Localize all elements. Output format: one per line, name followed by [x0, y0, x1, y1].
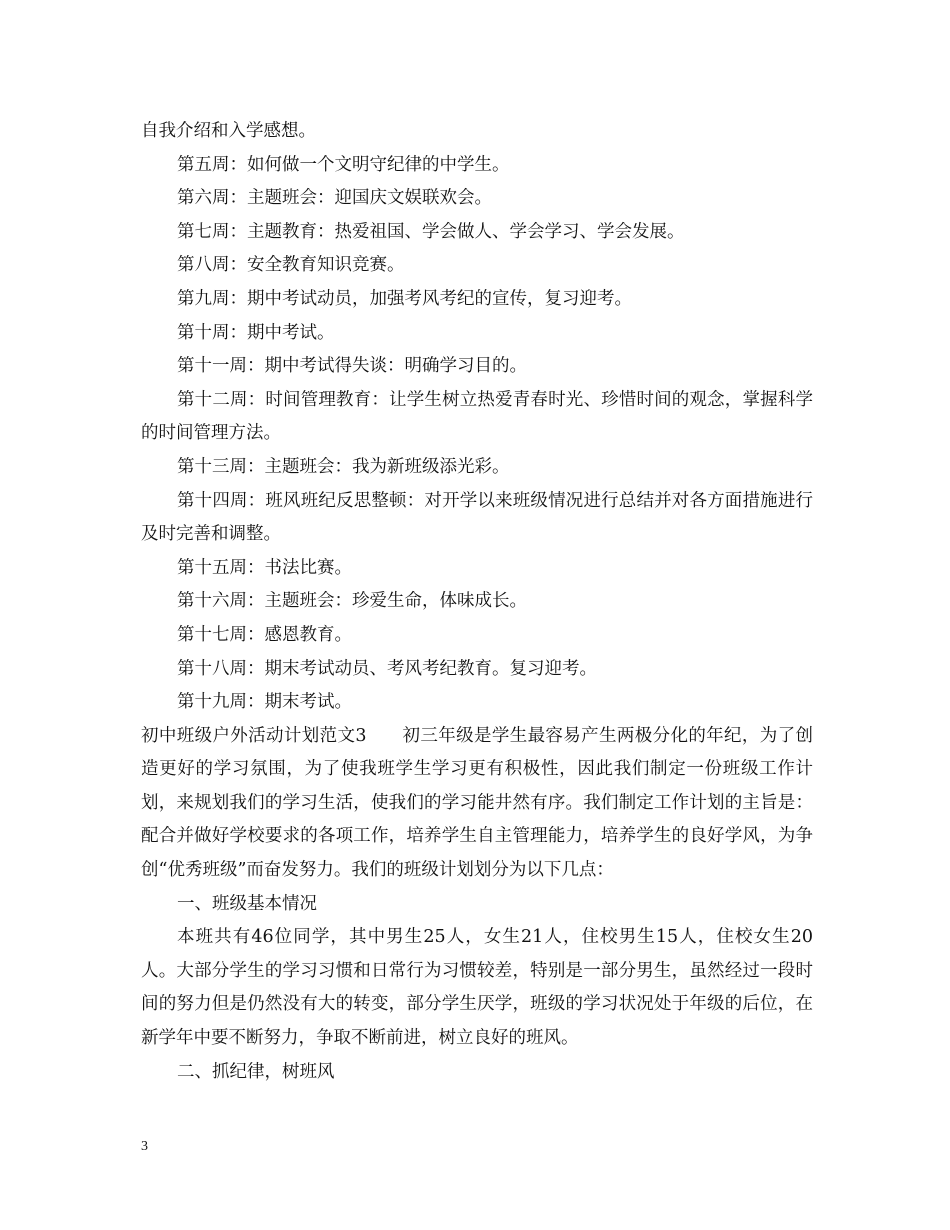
section-heading-paragraph: 初中班级户外活动计划范文3 初三年级是学生最容易产生两极分化的年纪，为了创造更好的学习氛围，为了使我班学生学习更有积极性，因此我们制定一份班级工作计划，来规划我们的学习生活，使我们的学习能井然有序。我们制定工作计划的主旨是：配合并做好学校要求的各项工作，培养学生自主管理能力，培养学生的良好学风，为争创“优秀班级”而奋发努力。我们的班级计划划分为以下几点：	[141, 725, 813, 881]
paragraph: 第十三周：主题班会：我为新班级添光彩。	[177, 456, 510, 477]
document-body	[141, 115, 813, 1089]
paragraph: 第十周：期中考试。	[177, 322, 335, 343]
paragraph: 第十七周：感恩教育。	[177, 624, 352, 645]
paragraph: 第十五周：书法比赛。	[177, 557, 352, 578]
paragraph: 第十八周：期末考试动员、考风考纪教育。复习迎考。	[177, 658, 597, 679]
paragraph: 第十二周：时间管理教育：让学生树立热爱青春时光、珍惜时间的观念，掌握科学的时间管理方法。	[141, 389, 813, 444]
section-heading: 一、班级基本情况	[177, 893, 317, 914]
paragraph: 第八周：安全教育知识竞赛。	[177, 255, 405, 276]
paragraph: 第五周：如何做一个文明守纪律的中学生。	[177, 154, 510, 175]
paragraph: 第六周：主题班会：迎国庆文娱联欢会。	[177, 188, 492, 209]
paragraph: 第十四周：班风班纪反思整顿：对开学以来班级情况进行总结并对各方面措施进行及时完善和调整。	[141, 490, 813, 545]
paragraph: 本班共有46位同学，其中男生25人，女生21人，住校男生15人，住校女生20人。大部分学生的学习习惯和日常行为习惯较差，特别是一部分男生，虽然经过一段时间的努力但是仍然没有大的转变，部分学生厌学，班级的学习状况处于年级的后位，在新学年中要不断努力，争取不断前进，树立良好的班风。	[141, 927, 813, 1049]
paragraph: 第七周：主题教育：热爱祖国、学会做人、学会学习、学会发展。	[177, 221, 685, 242]
paragraph: 第九周：期中考试动员，加强考风考纪的宣传，复习迎考。	[177, 288, 632, 309]
paragraph: 第十九周：期末考试。	[177, 692, 352, 713]
page-number: 3	[141, 1139, 148, 1154]
paragraph: 自我介绍和入学感想。	[141, 121, 316, 141]
section-heading: 二、抓纪律，树班风	[177, 1061, 335, 1082]
paragraph: 第十一周：期中考试得失谈：明确学习目的。	[177, 356, 527, 377]
paragraph: 第十六周：主题班会：珍爱生命，体味成长。	[177, 591, 527, 612]
